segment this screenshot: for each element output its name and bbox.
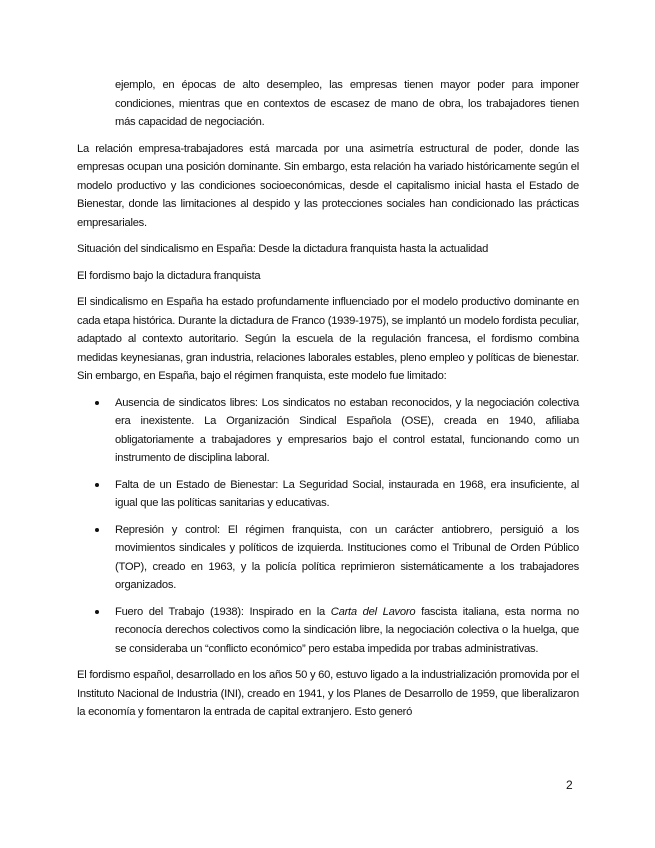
paragraph-power-asymmetry: La relación empresa-trabajadores está marcada por una asimetría estructural de poder, donde las empresas ocupan una posición dominante. Sin embargo, esta relación ha variado históricamente según el modelo productivo y las condiciones socioeconómicas, desde el capitalismo inicial hasta el Estado de Bienestar, donde las limitaciones al despido y las protecciones sociales han condicionado las prácticas empresariales. [77,142,579,229]
page-number: 2 [566,778,573,792]
list-item-text-after: fascista italiana, esta norma no reconocía derechos colectivos como la sindicación libre, la negociación colectiva o la huelga, que se consideraba un “conflicto económico” pero estaba impedida por trabas administrativas. [115,605,579,655]
bullet-icon [95,401,99,405]
list-item [77,394,579,468]
list-item-text: Ausencia de sindicatos libres: Los sindicatos no estaban reconocidos, y la negociación colectiva era inexistente. La Organización Sindical Española (OSE), creada en 1940, afiliaba obligatoriamente a trabajadores y empresarios bajo el control estatal, funcionando como un instrumento de disciplina laboral. [115,396,579,464]
page-body [77,76,579,722]
paragraph-spanish-fordism: El fordismo español, desarrollado en los años 50 y 60, estuvo ligado a la industrialización promovida por el Instituto Nacional de Industria (INI), creado en 1941, y los Planes de Desarrollo de 1959, que liberalizaron la economía y fomentaron la entrada de capital extranjero. Esto generó [77,669,579,718]
list-item [77,476,579,513]
list-item-text: Falta de un Estado de Bienestar: La Seguridad Social, instaurada en 1968, era insuficiente, al igual que las políticas sanitarias y educativas. [115,478,579,509]
subsection-heading: El fordismo bajo la dictadura franquista [77,269,261,282]
list-item [77,521,579,595]
list-item-text-before: Fuero del Trabajo (1938): Inspirado en la [115,605,331,618]
list-item [77,603,579,659]
bullet-icon [95,528,99,532]
continued-list-text: ejemplo, en épocas de alto desempleo, las empresas tienen mayor poder para imponer condiciones, mientras que en contextos de escasez de mano de obra, los trabajadores tienen más capacidad de negociación. [115,79,579,128]
section-heading: Situación del sindicalismo en España: Desde la dictadura franquista hasta la actualidad [77,243,489,255]
bullet-icon [95,610,99,614]
list-item-text: Represión y control: El régimen franquista, con un carácter antiobrero, persiguió a los movimientos sindicales y políticos de izquierda. Instituciones como el Tribunal de Orden Público (TOP), creado en 1963, y la policía política reprimieron sistemáticamente a los trabajadores organizados. [115,523,579,591]
paragraph-fordism-intro: El sindicalismo en España ha estado profundamente influenciado por el modelo productivo dominante en cada etapa histórica. Durante la dictadura de Franco (1939-1975), se implantó un modelo fordista peculiar, adaptado al contexto autoritario. Según la escuela de la regulación francesa, el fordismo combina medidas keynesianas, gran industria, relaciones laborales estables, pleno empleo y políticas de bienestar. Sin embargo, en España, bajo el régimen franquista, este modelo fue limitado: [77,296,579,382]
italic-title: Carta del Lavoro [330,605,416,618]
bullet-list [77,394,579,659]
bullet-icon [95,483,99,487]
